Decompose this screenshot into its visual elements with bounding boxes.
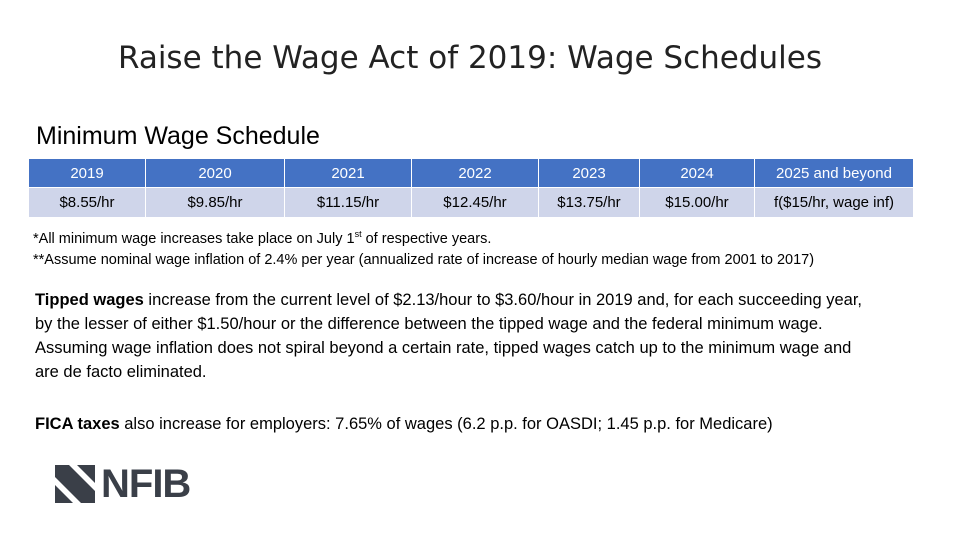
paragraph-line: also increase for employers: 7.65% of wages (6.2 p.p. for OASDI; 1.45 p.p. for Medicare): [119, 415, 773, 433]
year-cell: 2020: [146, 159, 285, 188]
table-header-row: [29, 159, 914, 188]
nfib-emblem-icon: [55, 465, 95, 503]
footnote-superscript: st: [354, 229, 362, 239]
table-row: [29, 188, 914, 218]
nfib-logo: [55, 462, 191, 506]
wage-cell: $11.15/hr: [285, 188, 412, 218]
wage-cell: $15.00/hr: [640, 188, 755, 218]
footnote-text: of respective years.: [361, 230, 492, 247]
year-cell: 2025 and beyond: [755, 159, 914, 188]
wage-cell: f($15/hr, wage inf): [755, 188, 914, 218]
year-cell: 2022: [412, 159, 539, 188]
footnote-july: [33, 224, 814, 250]
wage-cell: $12.45/hr: [412, 188, 539, 218]
wage-cell: $9.85/hr: [146, 188, 285, 218]
fica-paragraph: [35, 412, 960, 436]
year-cell: 2023: [539, 159, 640, 188]
footnote-inflation: **Assume nominal wage inflation of 2.4% per year (annualized rate of increase of hourly median wage from 2001 to 2017): [33, 251, 815, 268]
tipped-wages-paragraph: [35, 288, 960, 384]
schedule-heading: Minimum Wage Schedule: [36, 122, 320, 150]
paragraph-line: are de facto eliminated.: [35, 363, 207, 381]
year-cell: 2021: [285, 159, 412, 188]
logo-wordmark: NFIB: [101, 462, 191, 506]
footnotes: [33, 224, 814, 271]
paragraph-line: increase from the current level of $2.13/hour to $3.60/hour in 2019 and, for each succeeding year,: [143, 291, 863, 309]
paragraph-line: Assuming wage inflation does not spiral beyond a certain rate, tipped wages catch up to the minimum wage and: [35, 339, 852, 357]
page-title: Raise the Wage Act of 2019: Wage Schedules: [117, 40, 823, 76]
footnote-text: *All minimum wage increases take place on July 1: [33, 230, 355, 247]
year-cell: 2024: [640, 159, 755, 188]
wage-cell: $13.75/hr: [539, 188, 640, 218]
tipped-wages-label: Tipped wages: [35, 291, 144, 309]
year-cell: 2019: [29, 159, 146, 188]
minimum-wage-table: [28, 158, 914, 218]
wage-cell: $8.55/hr: [29, 188, 146, 218]
fica-label: FICA taxes: [35, 415, 120, 433]
paragraph-line: by the lesser of either $1.50/hour or the difference between the tipped wage and the federal minimum wage.: [35, 315, 823, 333]
